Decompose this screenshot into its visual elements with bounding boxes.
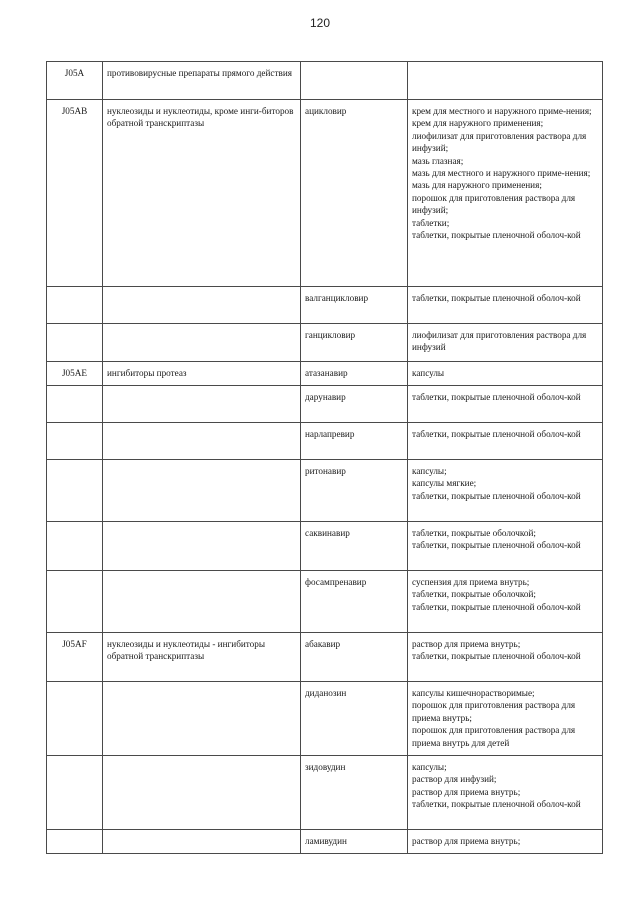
forms-cell [408,460,603,522]
dosage-form-line: раствор для приема внутрь; [412,786,521,797]
dosage-form-line: крем для наружного применения; [412,118,544,129]
dosage-form-line: капсулы; [412,466,447,476]
table-row [47,100,603,287]
table-row [47,362,603,386]
group-cell: ингибиторы протеаз [103,362,301,386]
dosage-form-line: таблетки, покрытые оболочкой; [412,589,536,600]
dosage-form-line: капсулы кишечнорастворимые; [412,688,535,698]
drug-cell: дарунавир [301,386,408,423]
dosage-form-line: таблетки, покрытые пленочной оболоч-кой [412,799,581,810]
drug-cell: саквинавир [301,522,408,571]
atc-code-cell [47,571,103,633]
group-cell [103,682,301,756]
forms-cell [408,423,603,460]
forms-cell [408,362,603,386]
atc-code-cell [47,756,103,830]
atc-code-cell [47,324,103,362]
dosage-form-line: таблетки, покрытые пленочной оболоч-кой [412,651,581,662]
table-row [47,460,603,522]
drug-cell: ганцикловир [301,324,408,362]
dosage-form-line: крем для местного и наружного приме-нения; [412,106,592,116]
dosage-form-line: порошок для приготовления раствора для инфузий; [412,192,576,216]
forms-cell [408,682,603,756]
atc-code-cell [47,460,103,522]
forms-cell [408,571,603,633]
group-cell [103,423,301,460]
forms-cell [408,62,603,100]
forms-cell [408,830,603,854]
dosage-form-line: таблетки, покрытые пленочной оболоч-кой [412,601,581,612]
dosage-form-line: раствор для приема внутрь; [412,836,521,846]
table-row [47,571,603,633]
drug-cell: фосампренавир [301,571,408,633]
drug-cell: ацикловир [301,100,408,287]
dosage-form-line: капсулы мягкие; [412,478,477,489]
table-row [47,682,603,756]
forms-cell [408,100,603,287]
drug-cell: атазанавир [301,362,408,386]
atc-code-cell [47,830,103,854]
dosage-form-line: мазь глазная; [412,155,464,166]
atc-code-cell: J05AF [47,633,103,682]
group-cell [103,324,301,362]
atc-code-cell [47,287,103,324]
forms-cell [408,386,603,423]
group-cell [103,460,301,522]
group-cell [103,386,301,423]
group-cell [103,287,301,324]
forms-cell [408,522,603,571]
table-row [47,830,603,854]
forms-cell [408,287,603,324]
dosage-form-line: лиофилизат для приготовления раствора для инфузий [412,330,587,353]
dosage-form-line: таблетки, покрытые оболочкой; [412,528,536,538]
forms-cell [408,633,603,682]
dosage-form-line: таблетки, покрытые пленочной оболоч-кой [412,230,581,241]
atc-code-cell: J05A [47,62,103,100]
drug-cell: абакавир [301,633,408,682]
dosage-form-line: таблетки, покрытые пленочной оболоч-кой [412,429,581,439]
dosage-form-line: суспензия для приема внутрь; [412,577,530,587]
drug-cell: ламивудин [301,830,408,854]
table-row [47,62,603,100]
table-row [47,324,603,362]
dosage-form-line: мазь для местного и наружного приме-нения; [412,168,591,179]
dosage-form-line: лиофилизат для приготовления раствора для инфузий; [412,130,587,154]
atc-code-cell [47,682,103,756]
table-row [47,423,603,460]
group-cell [103,756,301,830]
drug-cell [301,62,408,100]
group-cell [103,522,301,571]
atc-code-cell: J05AB [47,100,103,287]
drug-cell: зидовудин [301,756,408,830]
dosage-form-line: таблетки, покрытые пленочной оболоч-кой [412,293,581,303]
drug-table [46,61,603,854]
drug-cell: диданозин [301,682,408,756]
table-row [47,633,603,682]
dosage-form-line: порошок для приготовления раствора для приема внутрь для детей [412,725,576,748]
page-number: 120 [309,16,331,30]
drug-cell: ритонавир [301,460,408,522]
table-row [47,386,603,423]
dosage-form-line: капсулы; [412,762,447,772]
group-cell: нуклеозиды и нуклеотиды - ингибиторы обратной транскриптазы [103,633,301,682]
dosage-form-line: мазь для наружного применения; [412,180,542,191]
drug-cell: нарлапревир [301,423,408,460]
group-cell: противовирусные препараты прямого действия [103,62,301,100]
table-body [47,62,603,854]
drug-cell: валганцикловир [301,287,408,324]
table-row [47,287,603,324]
atc-code-cell [47,386,103,423]
dosage-form-line: таблетки, покрытые пленочной оболоч-кой [412,540,581,551]
group-cell [103,571,301,633]
atc-code-cell [47,522,103,571]
atc-code-cell [47,423,103,460]
atc-code-cell: J05AE [47,362,103,386]
table-row [47,522,603,571]
dosage-form-line: капсулы [412,368,445,378]
group-cell [103,830,301,854]
group-cell: нуклеозиды и нуклеотиды, кроме инги-биторов обратной транскриптазы [103,100,301,287]
dosage-form-line: таблетки, покрытые пленочной оболоч-кой [412,490,581,501]
dosage-form-line: раствор для инфузий; [412,774,497,785]
dosage-form-line: порошок для приготовления раствора для приема внутрь; [412,700,576,723]
forms-cell [408,324,603,362]
forms-cell [408,756,603,830]
dosage-form-line: таблетки, покрытые пленочной оболоч-кой [412,392,581,402]
table-row [47,756,603,830]
dosage-form-line: раствор для приема внутрь; [412,639,521,649]
dosage-form-line: таблетки; [412,217,450,228]
